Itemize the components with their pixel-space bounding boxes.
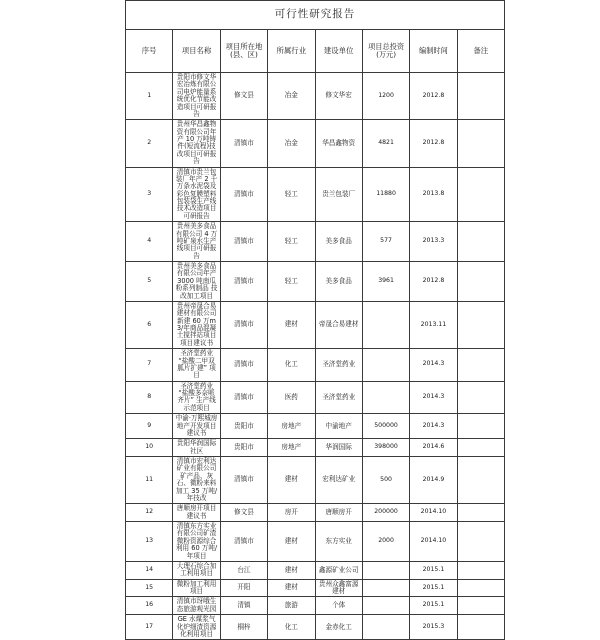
cell-total-investment: 11880	[362, 167, 409, 222]
cell-index: 15	[126, 579, 173, 597]
cell-industry: 冶金	[268, 73, 315, 120]
cell-construction-unit: 美多食品	[315, 262, 362, 302]
cell-index: 1	[126, 73, 173, 120]
cell-note	[457, 167, 504, 222]
cell-index: 9	[126, 414, 173, 439]
cell-compile-time: 2015.1	[410, 597, 457, 615]
cell-project-name: 贵阳市修文华宏冶炼有限公司电炉能量系统优化节能改造项目可研报告	[173, 73, 220, 120]
cell-construction-unit: 华昌鑫物资	[315, 120, 362, 167]
table-row	[126, 504, 505, 522]
cell-index: 6	[126, 301, 173, 348]
cell-note	[457, 457, 504, 504]
cell-index: 7	[126, 349, 173, 382]
cell-total-investment: 500	[362, 457, 409, 504]
cell-compile-time: 2015.1	[410, 579, 457, 597]
cell-index: 11	[126, 457, 173, 504]
cell-industry: 建材	[268, 301, 315, 348]
cell-location: 开阳	[220, 579, 267, 597]
cell-project-name: 圣济堂药业 “盐酸二甲双胍片扩建” 项目	[173, 349, 220, 382]
cell-compile-time: 2012.8	[410, 120, 457, 167]
cell-compile-time: 2014.9	[410, 457, 457, 504]
cell-project-name: 清镇市宏利达矿业有限公司矿产品、灰石、微粉来料加工 35 万吨/年技改	[173, 457, 220, 504]
cell-note	[457, 301, 504, 348]
column-header-index: 序号	[126, 30, 173, 73]
cell-project-name: 大理石综合加工利用项目	[173, 561, 220, 579]
cell-total-investment: 1200	[362, 73, 409, 120]
table-row	[126, 73, 505, 120]
cell-compile-time: 2013.11	[410, 301, 457, 348]
table-row	[126, 414, 505, 439]
cell-index: 13	[126, 522, 173, 562]
cell-total-investment: 200000	[362, 504, 409, 522]
cell-location: 贵阳市	[220, 439, 267, 457]
table-row	[126, 457, 505, 504]
cell-construction-unit: 金赤化工	[315, 615, 362, 640]
cell-compile-time: 2014.10	[410, 522, 457, 562]
cell-construction-unit: 美多食品	[315, 222, 362, 262]
table-row	[126, 381, 505, 414]
cell-index: 17	[126, 615, 173, 640]
title-row	[126, 1, 505, 30]
cell-compile-time: 2014.10	[410, 504, 457, 522]
cell-index: 4	[126, 222, 173, 262]
cell-note	[457, 597, 504, 615]
column-header-location: 项目所在地(县、区)	[220, 30, 267, 73]
cell-industry: 房地产	[268, 439, 315, 457]
cell-location: 修文县	[220, 73, 267, 120]
cell-location: 清镇	[220, 597, 267, 615]
cell-index: 14	[126, 561, 173, 579]
cell-location: 清镇市	[220, 167, 267, 222]
cell-index: 16	[126, 597, 173, 615]
table-row	[126, 597, 505, 615]
cell-note	[457, 381, 504, 414]
report-table-frame	[125, 0, 505, 640]
table-row	[126, 579, 505, 597]
cell-project-name: 贵州帝晟合易建材有限公司新建 60 万m3/年商品混凝土搅拌站项目项目建议书	[173, 301, 220, 348]
cell-compile-time: 2013.8	[410, 167, 457, 222]
cell-construction-unit: 唐顺房开	[315, 504, 362, 522]
cell-total-investment: 577	[362, 222, 409, 262]
cell-note	[457, 349, 504, 382]
cell-note	[457, 73, 504, 120]
column-header-time: 编制时间	[410, 30, 457, 73]
cell-project-name: 圣济堂药业 “盐酸多奈哌齐片” 生产线示范项目	[173, 381, 220, 414]
cell-note	[457, 504, 504, 522]
cell-construction-unit: 贵兰包装厂	[315, 167, 362, 222]
cell-note	[457, 561, 504, 579]
cell-industry: 化工	[268, 349, 315, 382]
cell-project-name: 中渝·万熙城房地产开发项目建议书	[173, 414, 220, 439]
cell-index: 3	[126, 167, 173, 222]
cell-index: 10	[126, 439, 173, 457]
cell-industry: 轻工	[268, 167, 315, 222]
cell-location: 清镇市	[220, 349, 267, 382]
cell-total-investment: 3961	[362, 262, 409, 302]
cell-location: 贵阳市	[220, 414, 267, 439]
cell-industry: 建材	[268, 579, 315, 597]
cell-location: 清镇市	[220, 457, 267, 504]
cell-project-name: 贵州美多食品有限公司年产 3000 吨南瓜粉系列制品 技改加工项目	[173, 262, 220, 302]
cell-location: 修文县	[220, 504, 267, 522]
cell-note	[457, 414, 504, 439]
table-row	[126, 301, 505, 348]
cell-project-name: 微粉加工利用项目	[173, 579, 220, 597]
cell-project-name: 贵阳华润国际社区	[173, 439, 220, 457]
column-header-note: 备注	[457, 30, 504, 73]
cell-compile-time: 2015.3	[410, 615, 457, 640]
cell-note	[457, 615, 504, 640]
table-row	[126, 262, 505, 302]
cell-industry: 建材	[268, 457, 315, 504]
cell-industry: 轻工	[268, 222, 315, 262]
cell-compile-time: 2014.3	[410, 381, 457, 414]
cell-total-investment	[362, 301, 409, 348]
cell-note	[457, 439, 504, 457]
cell-industry: 房开	[268, 504, 315, 522]
table-row	[126, 349, 505, 382]
header-row	[126, 30, 505, 73]
column-header-investment: 项目总投资(万元)	[362, 30, 409, 73]
cell-location: 清镇市	[220, 301, 267, 348]
cell-index: 5	[126, 262, 173, 302]
cell-compile-time: 2012.8	[410, 73, 457, 120]
cell-compile-time: 2014.3	[410, 349, 457, 382]
cell-industry: 医药	[268, 381, 315, 414]
table-body	[126, 73, 505, 640]
cell-total-investment: 398000	[362, 439, 409, 457]
cell-project-name: 贵州华昌鑫物资有限公司年产 10 万吨铸件(短流程)技改项目可研报告	[173, 120, 220, 167]
table-row	[126, 167, 505, 222]
cell-construction-unit: 中渝地产	[315, 414, 362, 439]
cell-construction-unit: 宏利达矿业	[315, 457, 362, 504]
cell-industry: 轻工	[268, 262, 315, 302]
cell-index: 2	[126, 120, 173, 167]
cell-industry: 建材	[268, 561, 315, 579]
cell-project-name: 清镇市玡哦生态旅游观光园	[173, 597, 220, 615]
cell-compile-time: 2014.3	[410, 414, 457, 439]
cell-project-name: 清镇东方实业有限公司矿渣微粉资源综合利用 60 万吨/年项目	[173, 522, 220, 562]
cell-industry: 化工	[268, 615, 315, 640]
cell-note	[457, 262, 504, 302]
cell-total-investment: 500000	[362, 414, 409, 439]
cell-construction-unit: 华润国际	[315, 439, 362, 457]
cell-construction-unit: 修文华宏	[315, 73, 362, 120]
feasibility-report-table	[125, 0, 505, 640]
cell-index: 12	[126, 504, 173, 522]
cell-location: 清镇市	[220, 522, 267, 562]
cell-total-investment: 2000	[362, 522, 409, 562]
cell-note	[457, 579, 504, 597]
table-row	[126, 522, 505, 562]
table-row	[126, 120, 505, 167]
column-header-industry: 所属行业	[268, 30, 315, 73]
cell-compile-time: 2014.6	[410, 439, 457, 457]
cell-compile-time: 2015.1	[410, 561, 457, 579]
cell-total-investment	[362, 349, 409, 382]
cell-total-investment	[362, 615, 409, 640]
table-head	[126, 1, 505, 73]
cell-compile-time: 2013.3	[410, 222, 457, 262]
cell-total-investment: 4821	[362, 120, 409, 167]
cell-location: 清镇市	[220, 222, 267, 262]
cell-total-investment	[362, 579, 409, 597]
cell-project-name: GE 水煤浆气化炉细渣资源化利用项目	[173, 615, 220, 640]
cell-construction-unit: 贵州众鑫富源建材	[315, 579, 362, 597]
cell-construction-unit: 东方实业	[315, 522, 362, 562]
cell-total-investment	[362, 597, 409, 615]
cell-location: 清镇市	[220, 120, 267, 167]
cell-construction-unit: 个体	[315, 597, 362, 615]
cell-total-investment	[362, 381, 409, 414]
table-row	[126, 222, 505, 262]
cell-industry: 旅游	[268, 597, 315, 615]
cell-industry: 房地产	[268, 414, 315, 439]
cell-project-name: 清镇市贵兰包装厂年产 2 千万条水泥袋及彩色复膜塑料包装袋生产线技术改造项目可研报告	[173, 167, 220, 222]
page-title: 可行性研究报告	[126, 1, 505, 30]
cell-construction-unit: 圣济堂药业	[315, 349, 362, 382]
cell-construction-unit: 圣济堂药业	[315, 381, 362, 414]
cell-location: 清镇市	[220, 381, 267, 414]
cell-note	[457, 222, 504, 262]
table-row	[126, 561, 505, 579]
cell-note	[457, 120, 504, 167]
cell-compile-time: 2012.8	[410, 262, 457, 302]
cell-note	[457, 522, 504, 562]
cell-project-name: 唐顺房开项目建议书	[173, 504, 220, 522]
table-row	[126, 615, 505, 640]
cell-project-name: 贵州美多食品有限公司 4 万吨矿泉水生产线项目可研报告	[173, 222, 220, 262]
cell-industry: 建材	[268, 522, 315, 562]
cell-industry: 冶金	[268, 120, 315, 167]
cell-location: 台江	[220, 561, 267, 579]
cell-location: 清镇市	[220, 262, 267, 302]
cell-index: 8	[126, 381, 173, 414]
column-header-name: 项目名称	[173, 30, 220, 73]
cell-construction-unit: 帝晟合易建材	[315, 301, 362, 348]
column-header-unit: 建设单位	[315, 30, 362, 73]
table-row	[126, 439, 505, 457]
cell-total-investment	[362, 561, 409, 579]
cell-location: 桐梓	[220, 615, 267, 640]
cell-construction-unit: 鑫源矿业公司	[315, 561, 362, 579]
